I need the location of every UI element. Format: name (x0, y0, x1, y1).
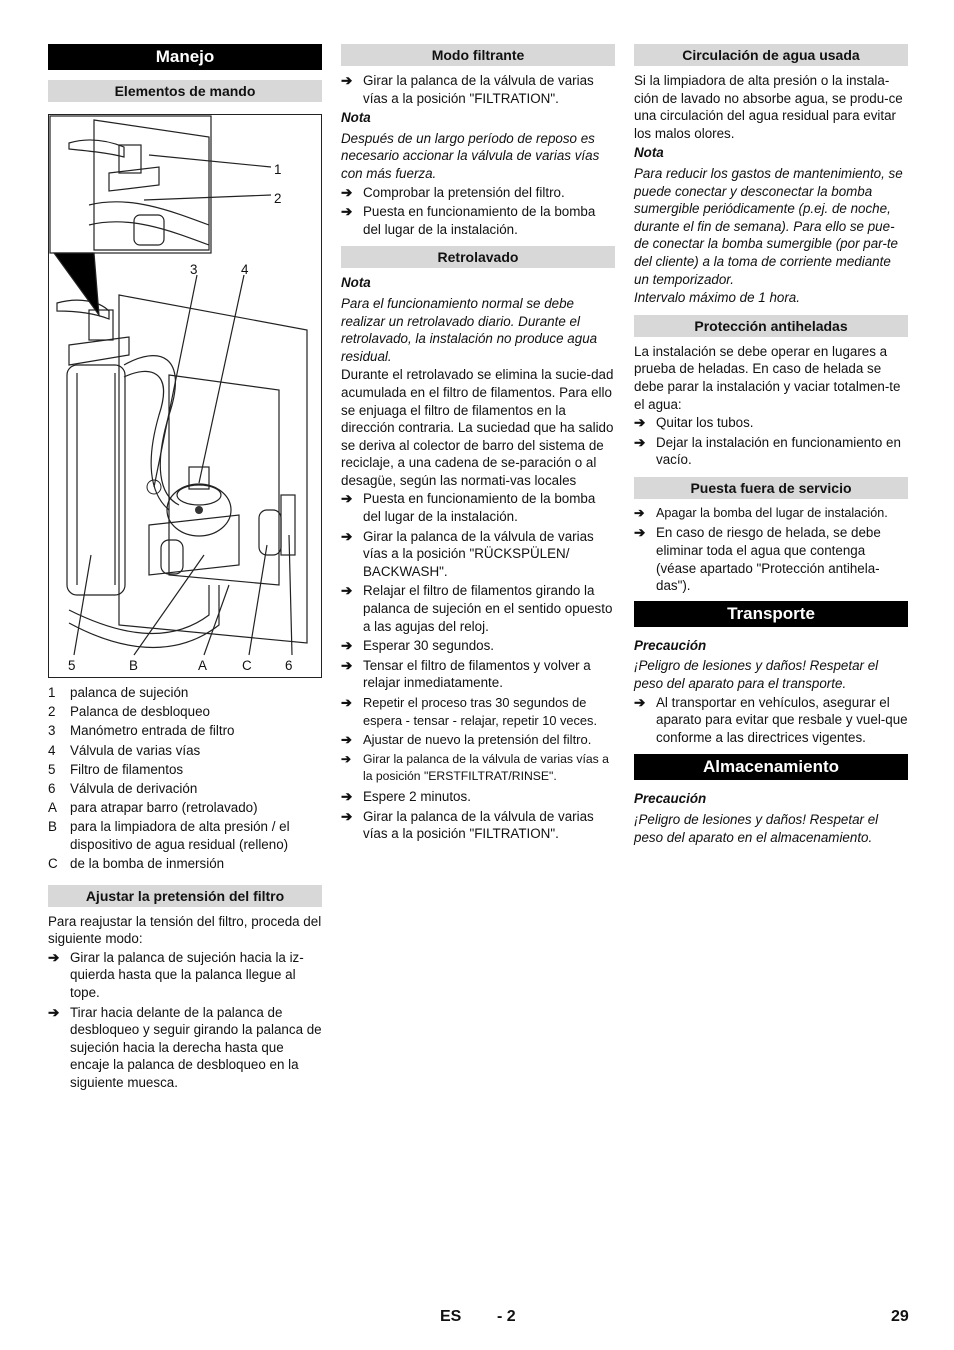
step-item: ➔ Relajar el filtro de filamentos girando la palanca de sujeción en el sentido opuesto a las agujas del reloj. (341, 583, 613, 634)
note-label: Nota (341, 275, 371, 291)
legend-item: 4 Válvula de varias vías (48, 742, 201, 758)
legend-item: A para atrapar barro (retrolavado) (48, 800, 258, 816)
arrow-icon: ➔ (341, 73, 353, 88)
step-item: ➔ Comprobar la pretensión del filtro. (341, 184, 565, 200)
legend-item: 2 Palanca de desbloqueo (48, 704, 210, 720)
note-label: Nota (341, 110, 371, 126)
section-heading-manejo: Manejo (48, 44, 322, 70)
note-text: Para reducir los gastos de mantenimiento, se puede conectar y desconectar la bomba sumergible periódicamente (p.ej. de noche, durante el fin de semana). Para ello se pue-de conectar la bomba sumergible (por par-te del cliente) a la toma de corriente mediante un temporizador. (634, 165, 903, 287)
footer-language: ES (440, 1308, 462, 1325)
subheading-modo-filtrante: Modo filtrante (341, 44, 615, 66)
retrolavado-paragraph: Durante el retrolavado se elimina la sucie-dad acumulada en el filtro de filamentos. Para ello se enjuaga el filtro de filamentos en la dirección contraria. La suciedad que ha salido se deriva al colector de barro del sistema de reciclaje, a una cadena de se-paración o al desagüe, según las normati-vas locales (341, 367, 614, 488)
note-text: Para el funcionamiento normal se debe realizar un retrolavado diario. Durante el retrolavado, la instalación no produce agua residual. (341, 295, 598, 364)
figure-legend (48, 684, 322, 873)
subheading-antiheladas: Protección antiheladas (634, 315, 908, 337)
legend-item: 6 Válvula de derivación (48, 780, 198, 796)
step-item: ➔ En caso de riesgo de helada, se debe eliminar toda el agua que contenga (véase apartado "Protección antihela-das"). (634, 525, 881, 594)
step-item: ➔ Tirar hacia delante de la palanca de desbloqueo y seguir girando la palanca de sujeción hacia la derecha hasta que encaje la palanca de desbloqueo en la siguiente muesca. (48, 1004, 322, 1091)
arrow-icon: ➔ (341, 528, 353, 544)
arrow-icon: ➔ (341, 491, 353, 507)
footer-page-number: 29 (891, 1308, 909, 1325)
step-item: ➔ Dejar la instalación en funcionamiento en vacío. (634, 434, 901, 468)
circulacion-paragraph: Si la limpiadora de alta presión o la instala-ción de lavado no absorbe agua, se produ-ce una circulación del agua residual para evitar los malos olores. (634, 73, 903, 141)
arrow-icon: ➔ (634, 434, 646, 450)
section-heading-transporte: Transporte (634, 601, 908, 627)
figure-label-4: 4 (241, 262, 249, 277)
legend-item: 1 palanca de sujeción (48, 685, 189, 700)
step-item: ➔ Puesta en funcionamiento de la bomba del lugar de la instalación. (341, 204, 596, 237)
step-item: ➔ Quitar los tubos. (634, 415, 754, 431)
step-item: ➔ Ajustar de nuevo la pretensión del filtro. (341, 732, 592, 748)
arrow-icon: ➔ (634, 505, 645, 520)
subheading-fuera-servicio: Puesta fuera de servicio (634, 477, 908, 499)
step-item: ➔ Girar la palanca de sujeción hacia la iz-quierda hasta que la palanca llegue al tope. (48, 949, 304, 1001)
step-item: ➔ Repetir el proceso tras 30 segundos de espera - tensar - relajar, repetir 10 veces. (341, 695, 598, 728)
caution-label: Precaución (634, 791, 707, 807)
pretension-intro: Para reajustar la tensión del filtro, proceda del siguiente modo: (48, 913, 322, 947)
figure-label-3: 3 (190, 262, 198, 277)
arrow-icon: ➔ (341, 808, 353, 824)
antiheladas-paragraph: La instalación se debe operar en lugares a prueba de heladas. En caso de helada se debe parar la instalación y vaciar totalmen-te el agua: (634, 343, 901, 412)
column-3 (634, 44, 908, 847)
arrow-icon: ➔ (341, 204, 353, 220)
step-item: ➔ Apagar la bomba del lugar de instalación. (634, 505, 908, 523)
arrow-icon: ➔ (341, 638, 353, 654)
step-item: ➔ Espere 2 minutos. (341, 788, 471, 804)
section-heading-almacenamiento: Almacenamiento (634, 754, 908, 780)
figure-label-5: 5 (68, 658, 76, 673)
arrow-icon: ➔ (341, 657, 353, 673)
step-item: ➔ Tensar el filtro de filamentos y volver a relajar inmediatamente. (341, 657, 591, 691)
subheading-elementos: Elementos de mando (48, 80, 322, 102)
arrow-icon: ➔ (48, 1004, 60, 1020)
subheading-circulacion: Circulación de agua usada (634, 44, 908, 66)
arrow-icon: ➔ (341, 751, 352, 766)
legend-item: C de la bomba de inmersión (48, 856, 225, 872)
figure-label-b: B (129, 658, 138, 673)
subheading-retrolavado: Retrolavado (341, 246, 615, 268)
caution-text: ¡Peligro de lesiones y daños! Respetar el peso del aparato para el transporte. (634, 658, 879, 692)
legend-item: 5 Filtro de filamentos (48, 761, 184, 777)
step-item: ➔ Girar la palanca de la válvula de varias vías a la posición "FILTRATION". (341, 808, 594, 842)
arrow-icon: ➔ (341, 695, 352, 710)
figure-label-c: C (242, 658, 252, 673)
legend-item: B para la limpiadora de alta presión / el dispositivo de agua residual (relleno) (48, 819, 290, 852)
arrow-icon: ➔ (48, 949, 60, 965)
figure-label-2: 2 (274, 191, 282, 206)
caution-label: Precaución (634, 637, 707, 653)
caution-text: ¡Peligro de lesiones y daños! Respetar el peso del aparato en el almacenamiento. (634, 812, 879, 845)
step-item: ➔ Girar la palanca de la válvula de varias vías a la posición "ERSTFILTRAT/RINSE". (341, 751, 609, 784)
subheading-pretension: Ajustar la pretensión del filtro (48, 885, 322, 907)
step-item: ➔ Girar la palanca de la válvula de varias vías a la posición "FILTRATION". (341, 73, 594, 106)
arrow-icon: ➔ (634, 694, 646, 710)
step-item: ➔ Puesta en funcionamiento de la bomba del lugar de la instalación. (341, 491, 596, 525)
note-text: Después de un largo período de reposo es necesario accionar la válvula de varias vías con más fuerza. (341, 130, 600, 181)
note-interval: Intervalo máximo de 1 hora. (634, 290, 800, 306)
arrow-icon: ➔ (634, 415, 646, 431)
step-item: ➔ Esperar 30 segundos. (341, 638, 495, 654)
figure-label-a: A (198, 658, 207, 673)
step-item: ➔ Al transportar en vehículos, asegurar el aparato para evitar que resbale y vuel-que conforme a las directrices vigentes. (634, 694, 908, 745)
column-1 (48, 44, 322, 1094)
figure-label-1: 1 (274, 162, 282, 177)
arrow-icon: ➔ (341, 583, 353, 599)
step-item: ➔ Girar la palanca de la válvula de varias vías a la posición "RÜCKSPÜLEN/ BACKWASH". (341, 528, 594, 579)
note-label: Nota (634, 145, 664, 161)
arrow-icon: ➔ (341, 732, 352, 748)
arrow-icon: ➔ (634, 525, 646, 541)
figure-label-6: 6 (285, 658, 293, 673)
column-2 (341, 44, 615, 845)
footer-subpage: - 2 (497, 1308, 516, 1325)
arrow-icon: ➔ (341, 788, 353, 804)
arrow-icon: ➔ (341, 184, 353, 200)
controls-figure (48, 114, 322, 678)
legend-item: 3 Manómetro entrada de filtro (48, 723, 235, 739)
